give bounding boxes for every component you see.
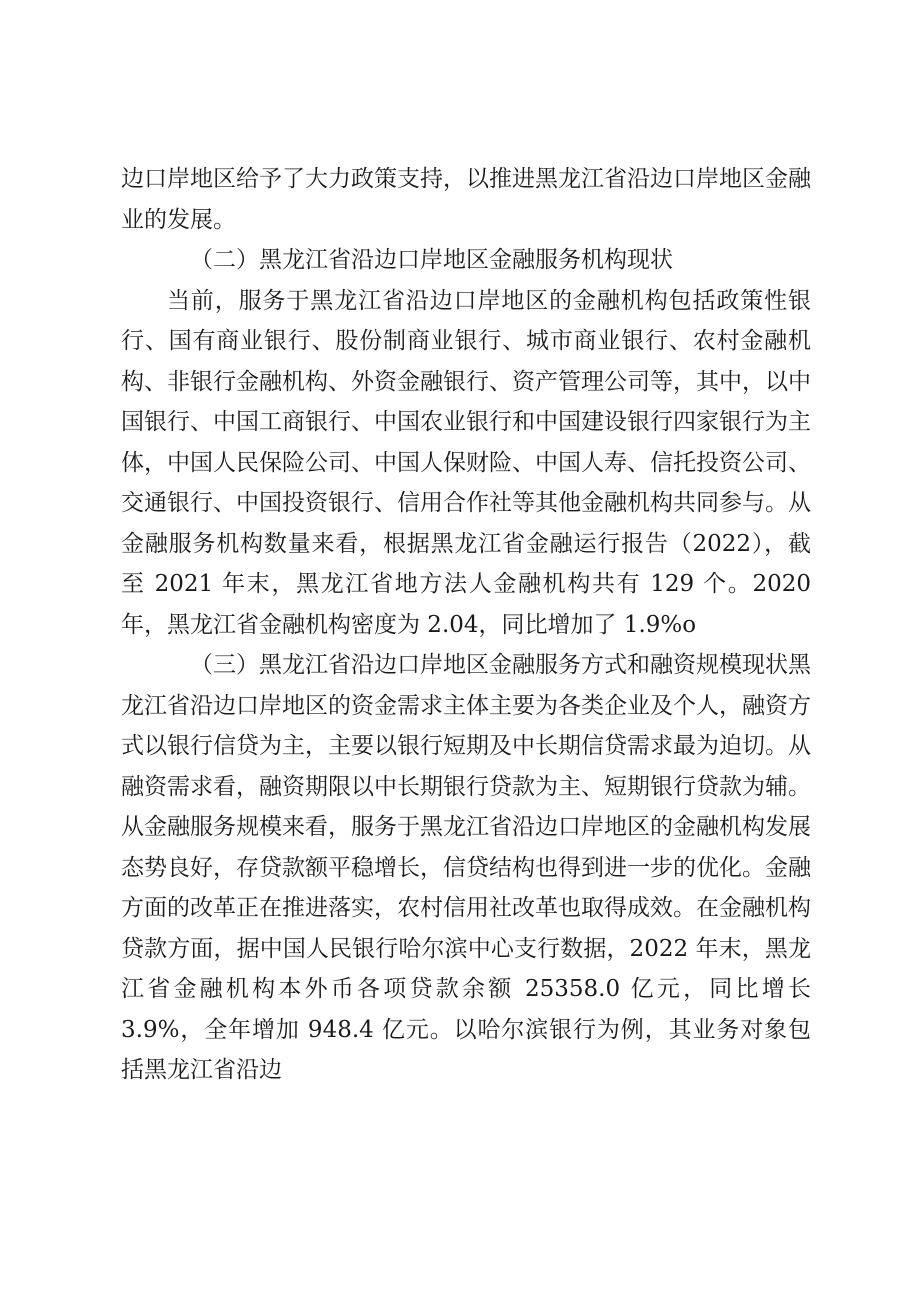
document-body bbox=[121, 159, 811, 1091]
section-heading-3: （三）黑龙江省沿边口岸地区金融服务方式和融资规模现状黑龙江省沿边口岸地区的资金需求主体主要为各类企业及个人，融资方式以银行信贷为主，主要以银行短期及中长期信贷需求最为迫切。从融资需求看，融资期限以中长期银行贷款为主、短期银行贷款为辅。从金融服务规模来看，服务于黑龙江省沿边口岸地区的金融机构发展态势良好，存贷款额平稳增长，信贷结构也得到进一步的优化。金融方面的改革正在推进落实，农村信用社改革也取得成效。在金融机构贷款方面，据中国人民银行哈尔滨中心支行数据，2022 年末，黑龙江省金融机构本外币各项贷款余额 25358.0 亿元，同比增长 3.9%，全年增加 948.4 亿元。以哈尔滨银行为例，其业务对象包括黑龙江省沿边 bbox=[121, 652, 811, 1083]
section-heading-2: （二）黑龙江省沿边口岸地区金融服务机构现状 bbox=[190, 247, 673, 273]
paragraph-continuation: 边口岸地区给予了大力政策支持，以推进黑龙江省沿边口岸地区金融业的发展。 bbox=[121, 166, 811, 233]
paragraph-institutions: 当前，服务于黑龙江省沿边口岸地区的金融机构包括政策性银行、国有商业银行、股份制商业银行、城市商业银行、农村金融机构、非银行金融机构、外资金融银行、资产管理公司等，其中，以中国银行、中国工商银行、中国农业银行和中国建设银行四家银行为主体，中国人民保险公司、中国人保财险、中国人寿、信托投资公司、交通银行、中国投资银行、信用合作社等其他金融机构共同参与。从金融服务机构数量来看，根据黑龙江省金融运行报告（2022），截至 2021 年末，黑龙江省地方法人金融机构共有 129 个。2020 年，黑龙江省金融机构密度为 2.04，同比增加了 1.9%o bbox=[121, 287, 811, 638]
